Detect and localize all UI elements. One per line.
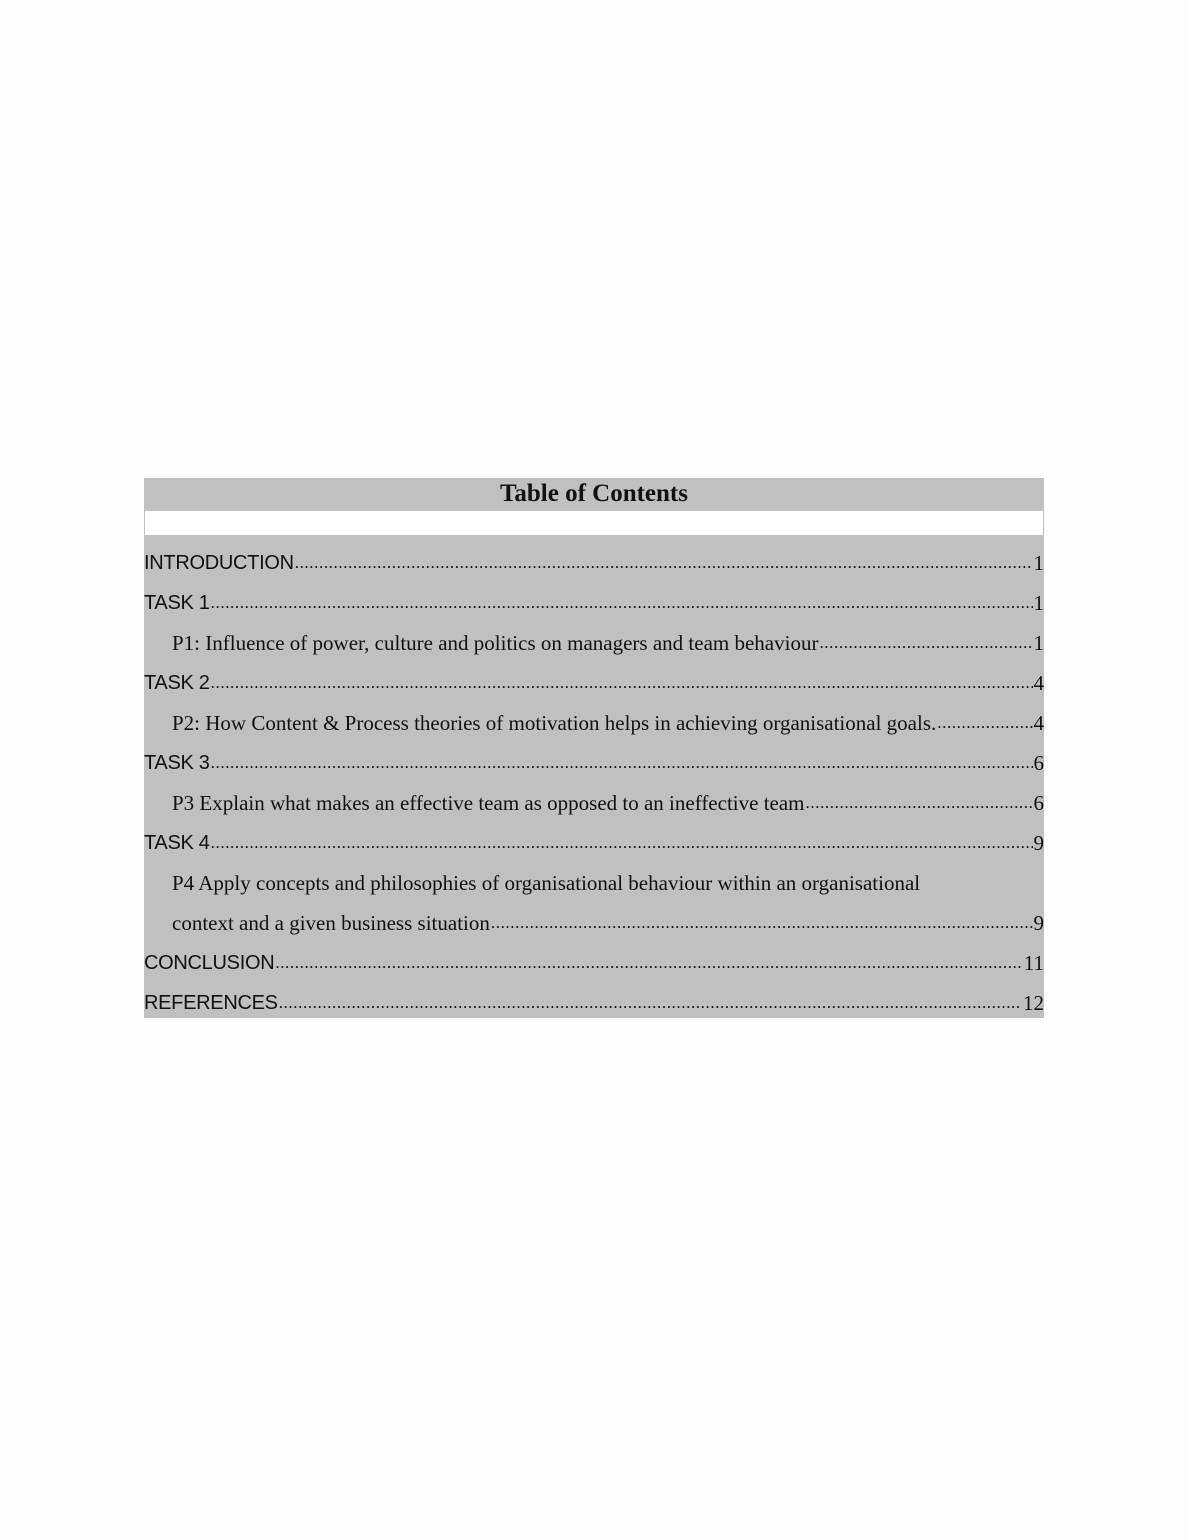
toc-entry-page: 9 [1033,831,1044,855]
dot-leader [937,710,1032,736]
toc-entry-p4[interactable] [144,856,1044,936]
toc-entry-label: INTRODUCTION [144,552,294,574]
toc-entry-page: 1 [1033,591,1044,615]
toc-entry-label: TASK 2 [144,672,210,694]
dot-leader [211,750,1033,776]
toc-entry-p1[interactable] [144,616,1044,656]
dot-leader [211,830,1033,856]
toc-entry-label: TASK 4 [144,832,210,854]
toc-entry-page: 12 [1023,991,1044,1015]
table-of-contents [144,478,1044,1018]
toc-entry-task-3[interactable] [144,736,1044,776]
toc-entry-references[interactable] [144,976,1044,1016]
dot-leader [211,590,1033,616]
toc-entry-introduction[interactable] [144,536,1044,576]
dot-leader [275,950,1022,976]
toc-entry-page: 4 [1033,711,1044,735]
toc-entry-task-4[interactable] [144,816,1044,856]
toc-entry-p2[interactable] [144,696,1044,736]
dot-leader [491,910,1033,936]
toc-blank-row [144,510,1044,536]
toc-entry-label: P3 Explain what makes an effective team as opposed to an ineffective team [172,791,805,815]
toc-title: Table of Contents [144,478,1044,510]
toc-entry-page: 6 [1033,791,1044,815]
toc-entry-line-1 [172,856,1044,896]
dot-leader [279,990,1022,1016]
toc-entry-page: 1 [1033,631,1044,655]
toc-entry-page: 9 [1033,911,1044,935]
toc-entry-label-line-1: P4 Apply concepts and philosophies of organisational behaviour within an organisational [172,871,921,895]
toc-entries [144,536,1044,1018]
toc-entry-page: 6 [1033,751,1044,775]
dot-leader [806,790,1033,816]
toc-entry-task-2[interactable] [144,656,1044,696]
toc-entry-conclusion[interactable] [144,936,1044,976]
toc-entry-task-1[interactable] [144,576,1044,616]
toc-entry-label: P2: How Content & Process theories of motivation helps in achieving organisational goals. [172,711,937,735]
toc-entry-page: 11 [1023,951,1044,975]
toc-entry-label: P1: Influence of power, culture and politics on managers and team behaviour [172,631,819,655]
toc-entry-label: TASK 1 [144,592,210,614]
dot-leader [819,630,1032,656]
toc-entry-label-line-2: context and a given business situation [172,911,490,935]
toc-entry-line-2 [172,896,1044,936]
toc-entry-page: 4 [1033,671,1044,695]
dot-leader [295,550,1033,576]
toc-entry-label: TASK 3 [144,752,210,774]
toc-entry-label: REFERENCES [144,992,278,1014]
toc-entry-label: CONCLUSION [144,952,275,974]
toc-entry-page: 1 [1033,551,1044,575]
dot-leader [211,670,1033,696]
toc-entry-p3[interactable] [144,776,1044,816]
